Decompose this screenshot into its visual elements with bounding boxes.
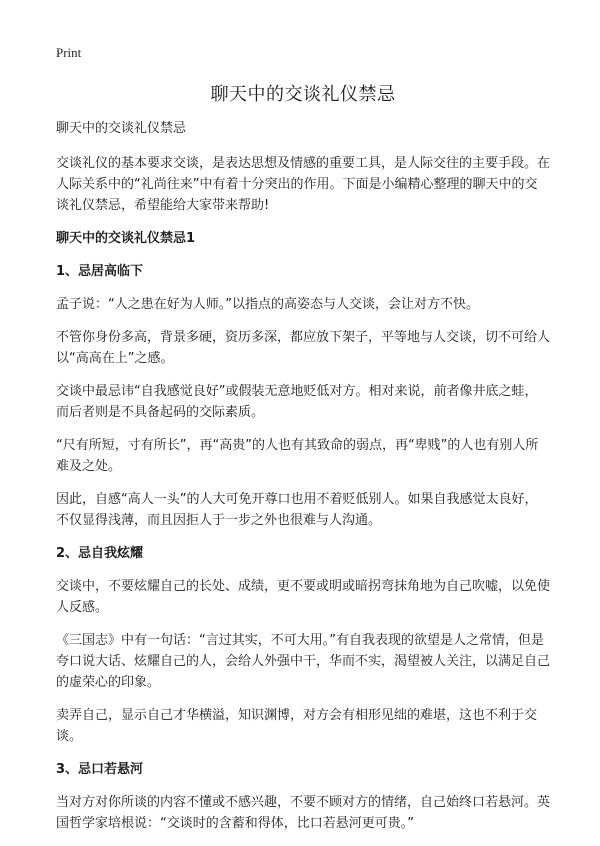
paragraph: 《三国志》中有一句话：“言过其实，不可大用。”有自我表现的欲望是人之常情，但是夸口说大话、炫耀自己的人，会给人外强中干，华而不实，渴望被人关注，以满足自己的虚荣心的印象。 [56,633,551,690]
sub-heading-2: 2、忌自我炫耀 [56,546,144,561]
paragraph: 卖弄自己，显示自己才华横溢，知识渊博，对方会有相形见绌的难堪，这也不利于交谈。 [56,708,538,744]
page-title: 聊天中的交谈礼仪禁忌 [210,84,396,105]
intro-paragraph: 交谈礼仪的基本要求交谈，是表达思想及情感的重要工具，是人际交往的主要手段。在人际关系中的“礼尚往来”中有着十分突出的作用。下面是小编精心整理的聊天中的交谈礼仪禁忌，希望能给大家带来帮助! [56,156,551,213]
paragraph: 交谈中最忌讳“自我感觉良好”或假装无意地贬低对方。相对来说，前者像井底之蛙，而后者则是不具备起码的交际素质。 [56,384,538,420]
paragraph: 因此，自感“高人一头”的人大可免开尊口也用不着贬低别人。如果自我感觉太良好，不仅显得浅薄，而且因拒人于一步之外也很难与人沟通。 [56,492,538,528]
section-heading: 聊天中的交谈礼仪禁忌1 [56,231,196,246]
paragraph: 不管你身份多高，背景多硬，资历多深，都应放下架子，平等地与人交谈，切不可给人以“高高在上”之感。 [56,330,551,366]
sub-heading-1: 1、忌居高临下 [56,264,144,279]
paragraph: “尺有所短，寸有所长”，再“高贵”的人也有其致命的弱点，再“卑贱”的人也有别人所难及之处。 [56,438,539,474]
sub-heading-3: 3、忌口若悬河 [56,762,144,777]
paragraph: 当对方对你所谈的内容不懂或不感兴趣，不要不顾对方的情绪，自己始终口若悬河。英国哲学家培根说：“交谈时的含蓄和得体，比口若悬河更可贵。” [56,795,551,831]
paragraph: 孟子说：“人之患在好为人师。”以指点的高姿态与人交谈，会让对方不快。 [56,297,479,312]
article-subtitle: 聊天中的交谈礼仪禁忌 [56,121,187,136]
article-body [56,118,550,846]
print-link[interactable]: Print [56,45,82,60]
paragraph: 交谈中，不要炫耀自己的长处、成绩，更不要或明或暗拐弯抹角地为自己吹嘘，以免使人反感。 [56,579,551,615]
